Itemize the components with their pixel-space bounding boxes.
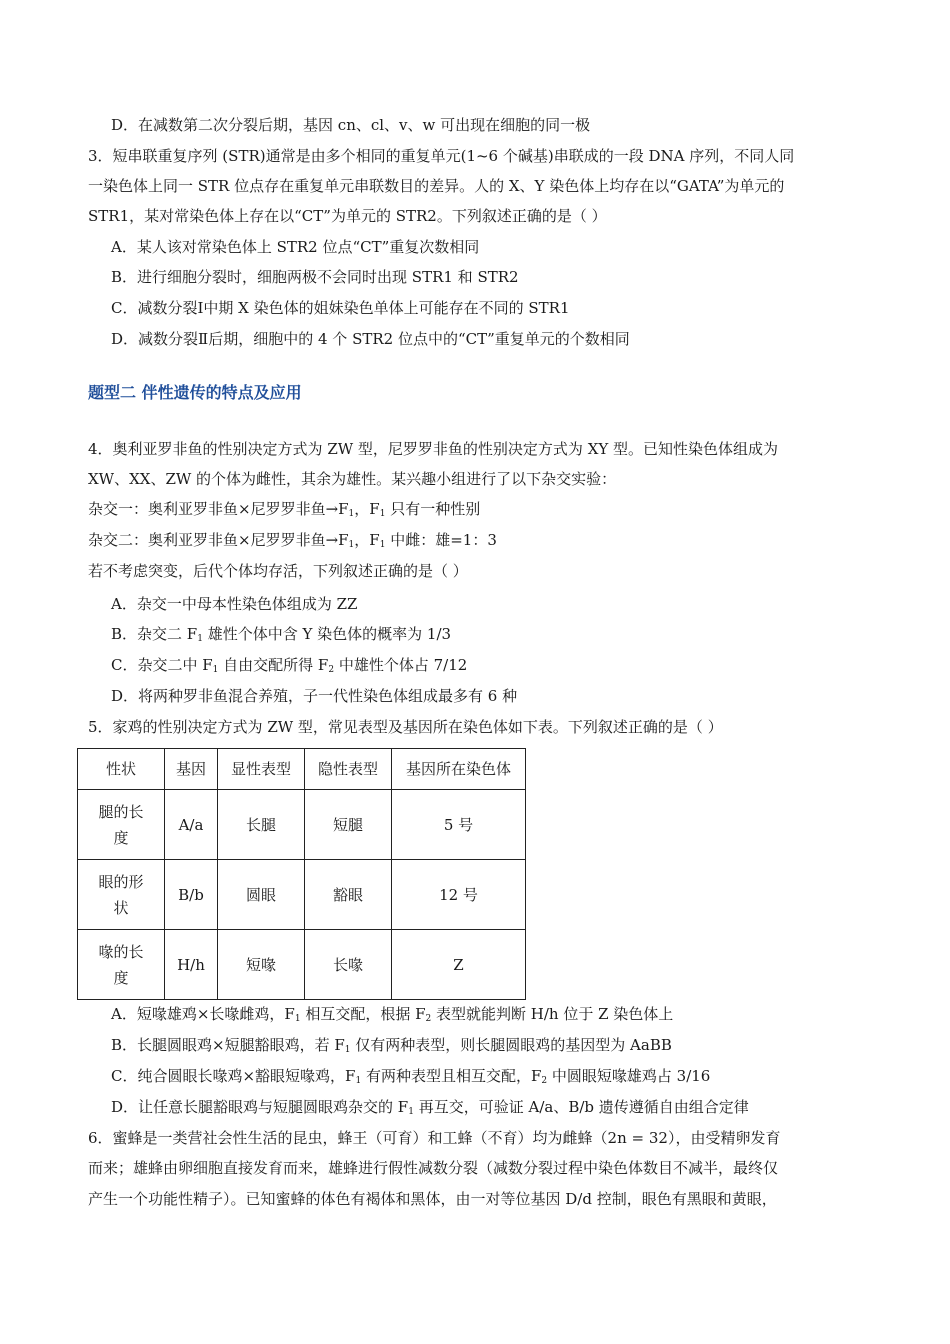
q4-stem-line-1: 4．奥利亚罗非鱼的性别决定方式为 ZW 型，尼罗罗非鱼的性别决定方式为 XY 型。已知性染色体组成为: [88, 440, 779, 458]
q3-option-a: A．某人该对常染色体上 STR2 位点“CT”重复次数相同: [111, 238, 480, 256]
q4-cross-one: 杂交一：奥利亚罗非鱼×尼罗罗非鱼$\to F_1$，$F_1$ 只有一种性别: [88, 500, 481, 519]
q5-stem: 5．家鸡的性别决定方式为 ZW 型，常见表型及基因所在染色体如下表。下列叙述正确的是（ ）: [88, 718, 723, 736]
gene-table: [77, 748, 526, 1000]
q4-option-b: B．杂交二 $F_1$ 雄性个体中含 Y 染色体的概率为 1/3: [111, 625, 452, 644]
table-cell-gene: B/b: [165, 860, 218, 930]
q5-option-a: A．短喙雄鸡×长喙雌鸡，$F_1$ 相互交配，根据 $F_2$ 表型就能判断 H/h 位于 Z 染色体上: [111, 1005, 674, 1024]
q3-option-b: B．进行细胞分裂时，细胞两极不会同时出现 STR1 和 STR2: [111, 268, 519, 286]
q4-stem-line-3: 若不考虑突变，后代个体均存活，下列叙述正确的是（ ）: [88, 562, 468, 580]
table-header-cell: 基因: [165, 749, 218, 790]
table-row: [78, 860, 526, 930]
table-cell-recessive: 短腿: [305, 790, 392, 860]
q4-option-c: C．杂交二中 $F_1$ 自由交配所得 $F_2$ 中雄性个体占 7/12: [111, 656, 468, 675]
table-cell-recessive: 长喙: [305, 930, 392, 1000]
table-cell-trait: 腿的长 度: [78, 790, 165, 860]
table-header-cell: 隐性表型: [305, 749, 392, 790]
table-cell-chromosome: Z: [392, 930, 526, 1000]
table-cell-dominant: 长腿: [218, 790, 305, 860]
q5-option-b: B．长腿圆眼鸡×短腿豁眼鸡，若 $F_1$ 仅有两种表型，则长腿圆眼鸡的基因型为 AaBB: [111, 1036, 672, 1055]
table-cell-dominant: 短喙: [218, 930, 305, 1000]
q2-option-d: D．在减数第二次分裂后期，基因 cn、cl、v、w 可出现在细胞的同一极: [111, 116, 591, 134]
q6-stem-line-2: 而来；雄蜂由卵细胞直接发育而来，雄蜂进行假性减数分裂（减数分裂过程中染色体数目不减半，最终仅: [88, 1159, 779, 1177]
table-cell-dominant: 圆眼: [218, 860, 305, 930]
table-header-cell: 基因所在染色体: [392, 749, 526, 790]
q3-stem-line-3: STR1，某对常染色体上存在以“CT”为单元的 STR2。下列叙述正确的是（ ）: [88, 207, 607, 225]
q6-stem-line-1: 6．蜜蜂是一类营社会性生活的昆虫，蜂王（可育）和工蜂（不育）均为雌蜂（2n = 32），由受精卵发育: [88, 1129, 781, 1147]
table-row: [78, 930, 526, 1000]
q5-option-d: D．让任意长腿豁眼鸡与短腿圆眼鸡杂交的 $F_1$ 再互交，可验证 A/a、B/b 遗传遵循自由组合定律: [111, 1098, 749, 1117]
table-cell-gene: A/a: [165, 790, 218, 860]
table-row: [78, 790, 526, 860]
table-cell-gene: H/h: [165, 930, 218, 1000]
table-header-cell: 性状: [78, 749, 165, 790]
q3-stem-line-2: 一染色体上同一 STR 位点存在重复单元串联数目的差异。人的 X、Y 染色体上均存在以“GATA”为单元的: [88, 177, 785, 195]
q4-cross-two: 杂交二：奥利亚罗非鱼×尼罗罗非鱼$\to F_1$，$F_1$ 中雌：雄=1：3: [88, 531, 497, 550]
table-cell-recessive: 豁眼: [305, 860, 392, 930]
table-cell-trait: 喙的长 度: [78, 930, 165, 1000]
q6-stem-line-3: 产生一个功能性精子）。已知蜜蜂的体色有褐体和黑体，由一对等位基因 D/d 控制，眼色有黑眼和黄眼，: [88, 1190, 777, 1208]
q3-stem-line-1: 3．短串联重复序列 (STR)通常是由多个相同的重复单元(1~6 个碱基)串联成的一段 DNA 序列，不同人同: [88, 147, 795, 165]
q4-option-a: A．杂交一中母本性染色体组成为 ZZ: [111, 595, 358, 613]
table-header-cell: 显性表型: [218, 749, 305, 790]
q3-option-c: C．减数分裂Ⅰ中期 X 染色体的姐妹染色单体上可能存在不同的 STR1: [111, 299, 570, 317]
table-cell-chromosome: 12 号: [392, 860, 526, 930]
table-header-row: [78, 749, 526, 790]
section-heading: 题型二 伴性遗传的特点及应用: [88, 383, 302, 402]
q4-stem-line-2: XW、XX、ZW 的个体为雌性，其余为雄性。某兴趣小组进行了以下杂交实验：: [88, 470, 617, 488]
q3-option-d: D．减数分裂Ⅱ后期，细胞中的 4 个 STR2 位点中的“CT”重复单元的个数相同: [111, 330, 630, 348]
table-cell-trait: 眼的形 状: [78, 860, 165, 930]
q5-option-c: C．纯合圆眼长喙鸡×豁眼短喙鸡，$F_1$ 有两种表型且相互交配，$F_2$ 中圆眼短喙雄鸡占 3/16: [111, 1067, 711, 1086]
table-cell-chromosome: 5 号: [392, 790, 526, 860]
q4-option-d: D．将两种罗非鱼混合养殖，子一代性染色体组成最多有 6 种: [111, 687, 518, 705]
